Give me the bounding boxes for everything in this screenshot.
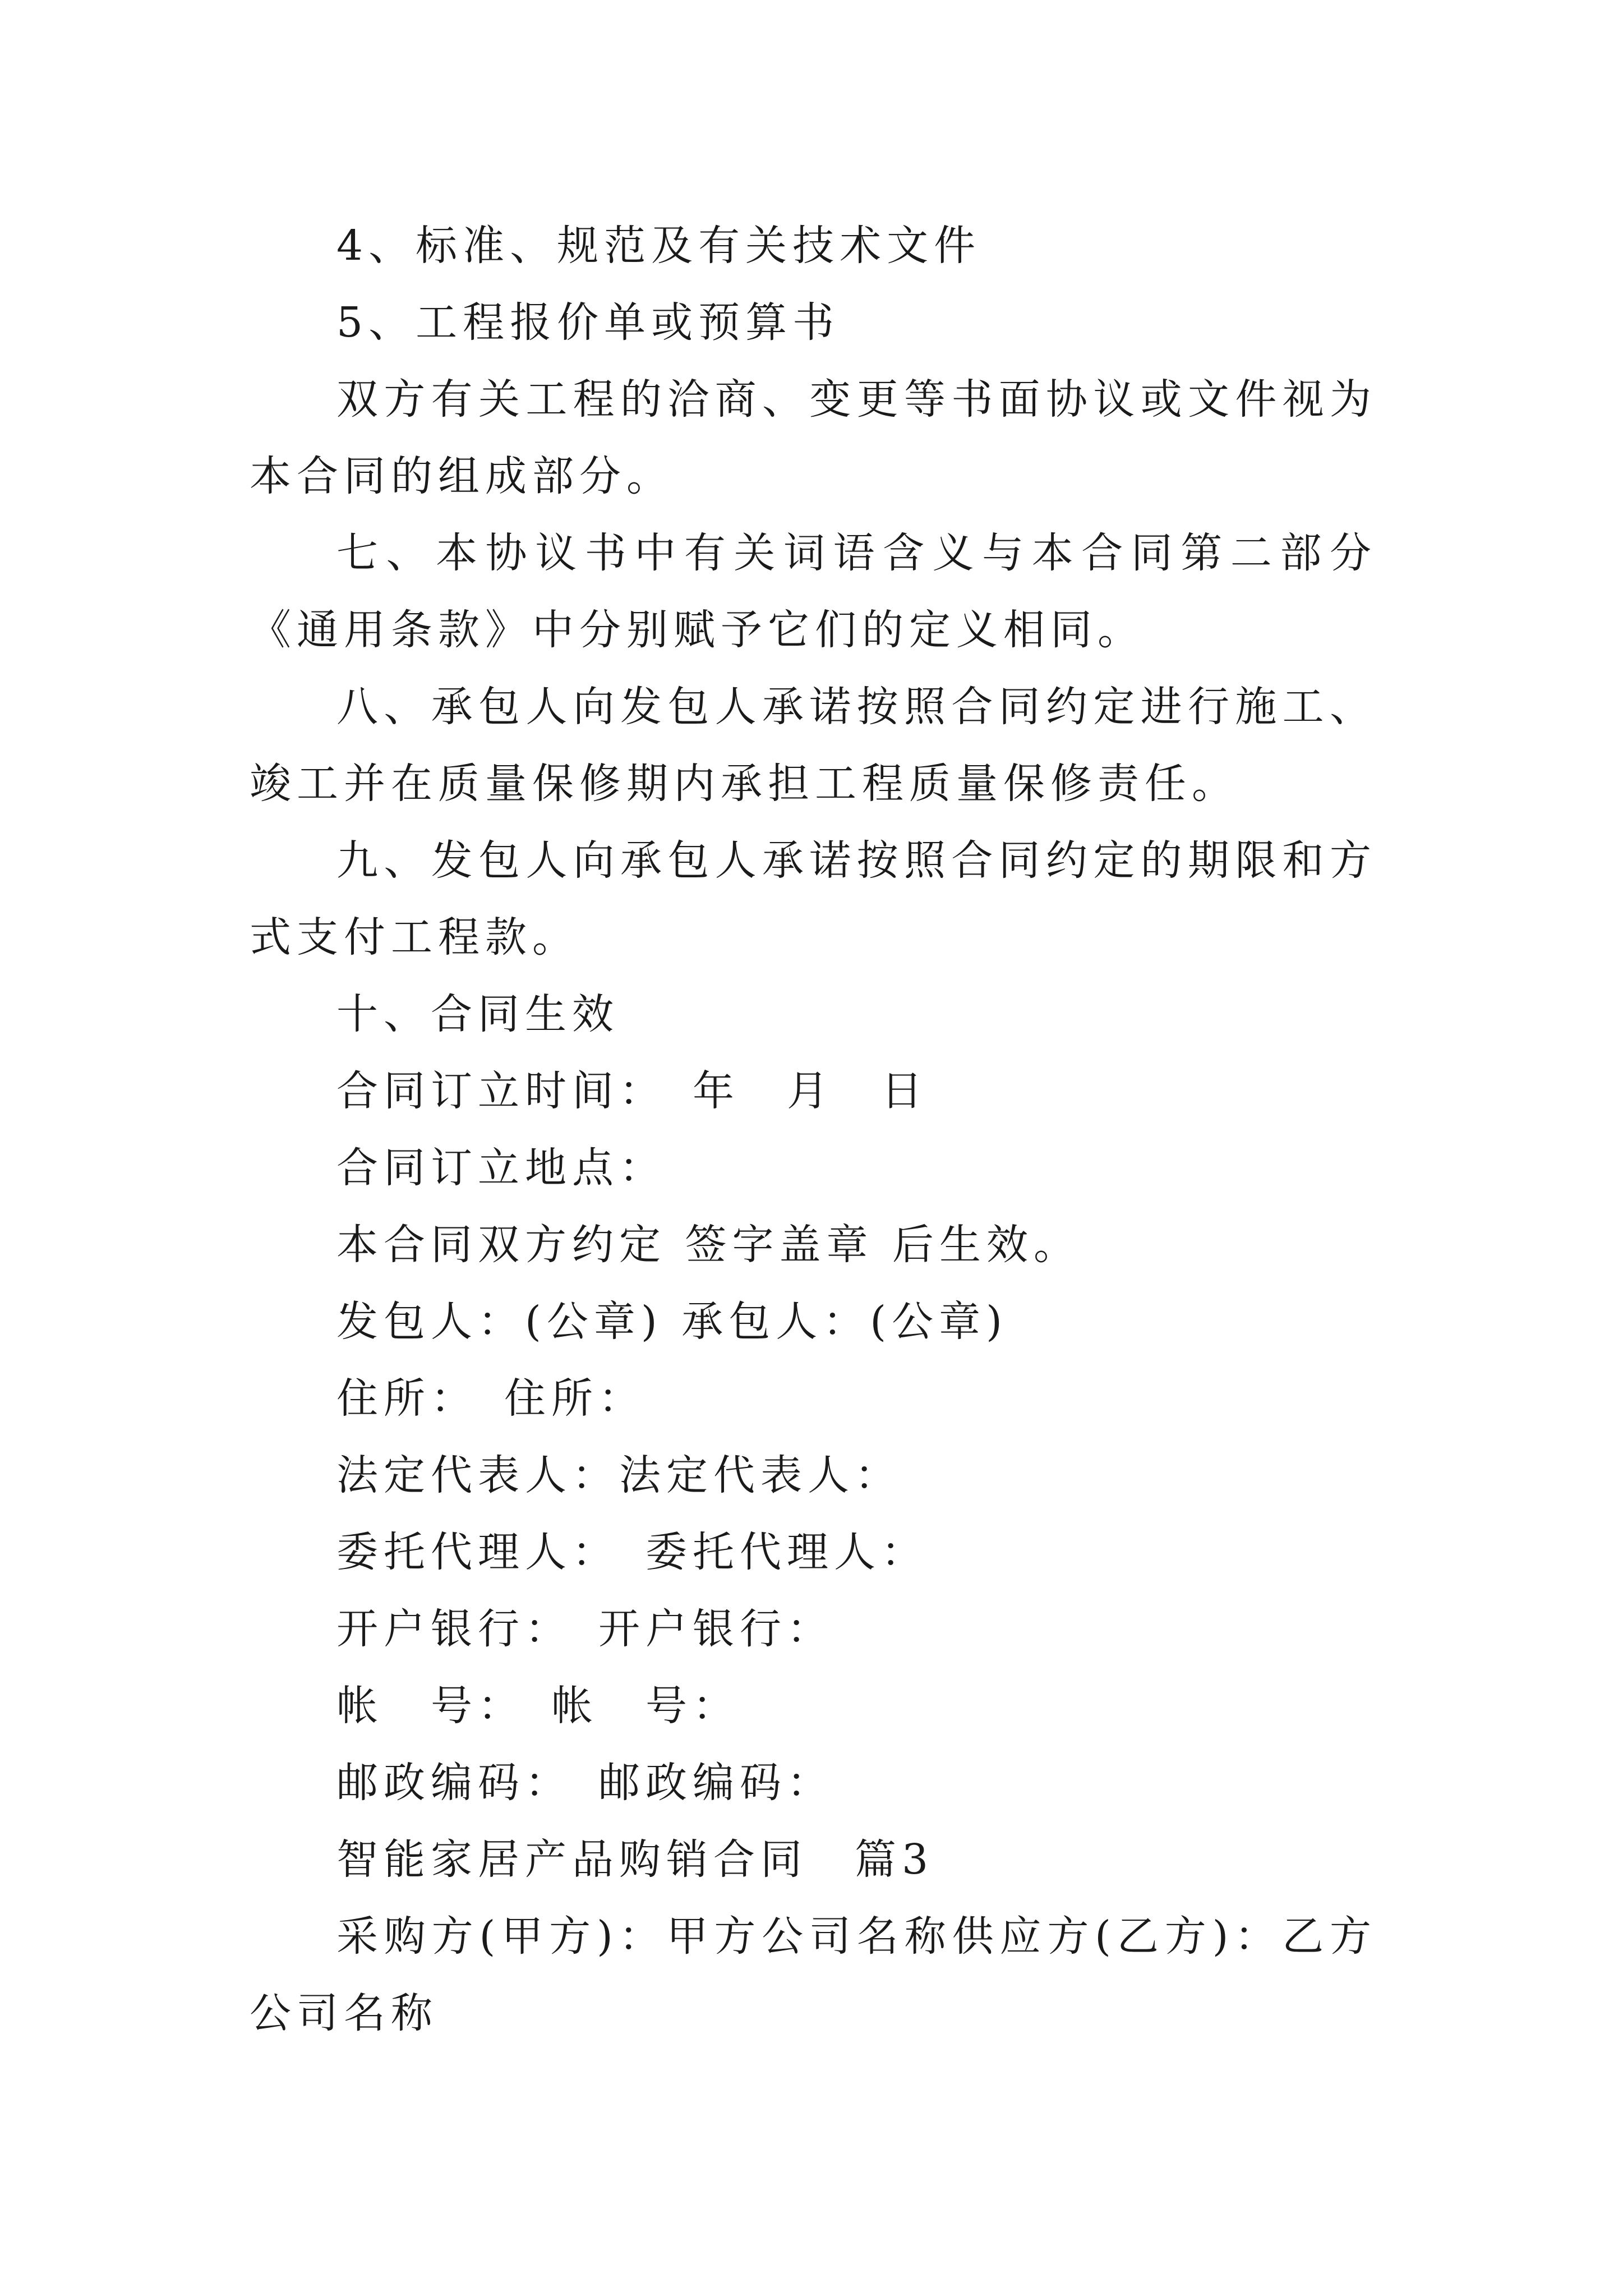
- parties-line: 采购方(甲方)：甲方公司名称供应方(乙方)：乙方公司名称: [250, 1912, 1377, 2037]
- list-item-standards: 4、标准、规范及有关技术文件: [336, 222, 981, 270]
- contract-date-line: 合同订立时间： 年 月 日: [336, 1067, 928, 1115]
- document-body: [250, 208, 1377, 2052]
- legal-representative-line: 法定代表人：法定代表人：: [336, 1451, 902, 1499]
- clause-ten-heading: 十、合同生效: [336, 990, 619, 1038]
- address-line: 住所： 住所：: [336, 1374, 645, 1423]
- list-item-quotation: 5、工程报价单或预算书: [336, 298, 840, 347]
- postal-code-line: 邮政编码： 邮政编码：: [336, 1759, 834, 1807]
- bank-line: 开户银行： 开户银行：: [336, 1605, 834, 1653]
- clause-nine: 九、发包人向承包人承诺按照合同约定的期限和方式支付工程款。: [250, 836, 1377, 961]
- section-title-contract-3: 智能家居产品购销合同 篇3: [336, 1835, 934, 1884]
- effective-condition-line: 本合同双方约定 签字盖章 后生效。: [336, 1221, 1081, 1269]
- contract-place-line: 合同订立地点：: [336, 1144, 666, 1192]
- seal-line: 发包人：(公章) 承包人：(公章): [336, 1297, 1008, 1346]
- account-number-line: 帐 号： 帐 号：: [336, 1682, 740, 1730]
- authorized-agent-line: 委托代理人： 委托代理人：: [336, 1528, 928, 1576]
- paragraph-supplementary-agreements: 双方有关工程的洽商、变更等书面协议或文件视为本合同的组成部分。: [250, 375, 1377, 500]
- clause-eight: 八、承包人向发包人承诺按照合同约定进行施工、竣工并在质量保修期内承担工程质量保修责任。: [250, 683, 1377, 808]
- clause-seven: 七、本协议书中有关词语含义与本合同第二部分《通用条款》中分别赋予它们的定义相同。: [250, 529, 1377, 654]
